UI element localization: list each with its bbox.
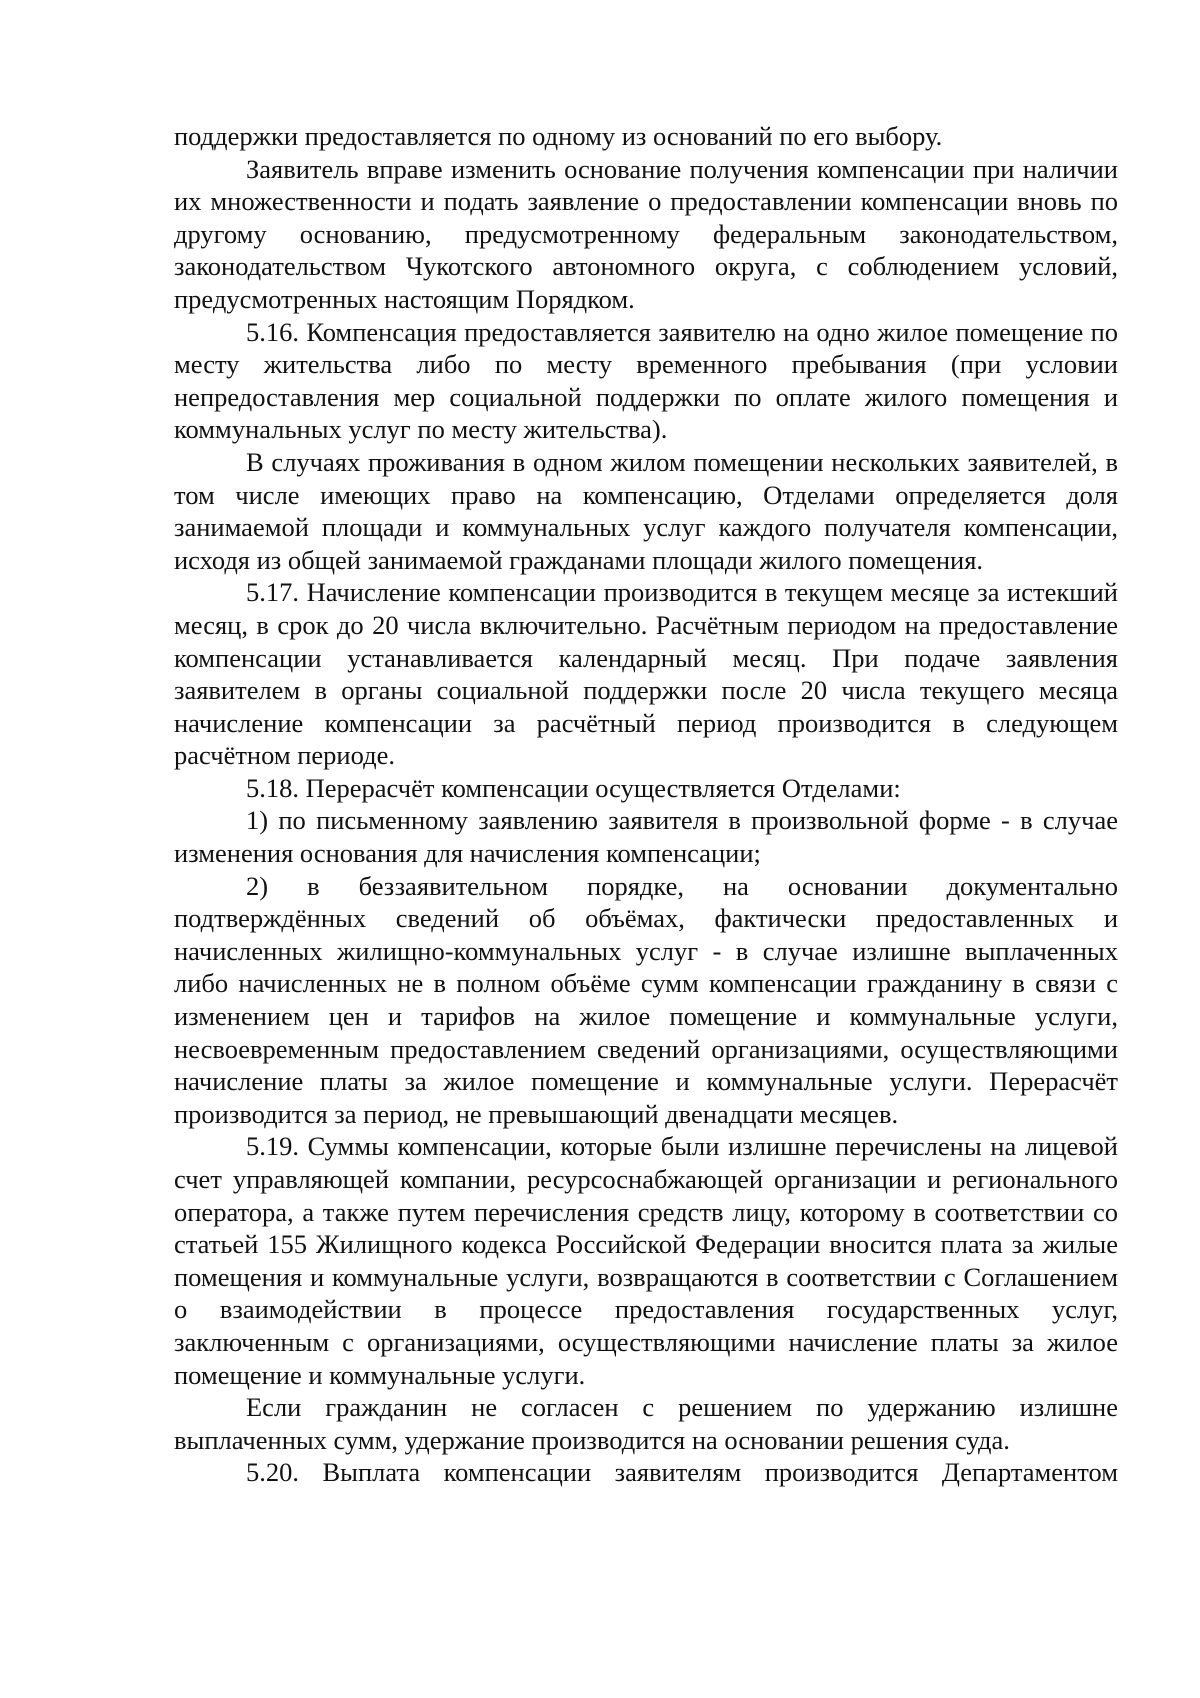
paragraph-court-decision: Если гражданин не согласен с решением по удержанию излишне выплаченных сумм, удержание производится на основании решения суда. <box>174 1392 1118 1455</box>
paragraph-5-20: 5.20. Выплата компенсации заявителям производится Департаментом <box>246 1457 1118 1488</box>
paragraph-applicant-basis-change: Заявитель вправе изменить основание получения компенсации при наличии их множественности и подать заявление о предоставлении компенсации вновь по другому основанию, предусмотренному федеральным законодательством, законодательством Чукотского автономного округа, с соблюдением условий, предусмотренных настоящим Порядком. <box>174 153 1118 314</box>
paragraph-5-18-item-2: 2) в беззаявительном порядке, на основании документально подтверждённых сведений об объёмах, фактически предоставленных и начисленных жилищно-коммунальных услуг - в случае излишне выплаченных либо начисленных не в полном объёме сумм компенсации гражданину в связи с изменением цен и тарифов на жилое помещение и коммунальные услуги, несвоевременным предоставлением сведений организациями, осуществляющими начисление платы за жилое помещение и коммунальные услуги. Перерасчёт производится за период, не превышающий двенадцати месяцев. <box>174 870 1118 1129</box>
paragraph-5-16: 5.16. Компенсация предоставляется заявителю на одно жилое помещение по месту жительства либо по месту временного пребывания (при условии непредоставления мер социальной поддержки по оплате жилого помещения и коммунальных услуг по месту жительства). <box>174 316 1118 445</box>
paragraph-5-18-item-1: 1) по письменному заявлению заявителя в произвольной форме - в случае изменения основания для начисления компенсации; <box>174 805 1118 869</box>
paragraph-5-17: 5.17. Начисление компенсации производится в текущем месяце за истекший месяц, в срок до 20 числа включительно. Расчётным периодом на предоставление компенсации устанавливается календарный месяц. При подаче заявления заявителем в органы социальной поддержки после 20 числа текущего месяца начисление компенсации за расчётный период производится в следующем расчётном периоде. <box>174 577 1118 771</box>
paragraph-5-18: 5.18. Перерасчёт компенсации осуществляется Отделами: <box>246 772 901 803</box>
paragraph-multiple-applicants: В случаях проживания в одном жилом помещении нескольких заявителей, в том числе имеющих право на компенсацию, Отделами определяется доля занимаемой площади и коммунальных услуг каждого получателя компенсации, исходя из общей занимаемой гражданами площади жилого помещения. <box>174 446 1118 575</box>
paragraph-continuation: поддержки предоставляется по одному из оснований по его выбору. <box>174 121 943 151</box>
document-body <box>174 120 1118 1489</box>
paragraph-5-19: 5.19. Суммы компенсации, которые были излишне перечислены на лицевой счет управляющей компании, ресурсоснабжающей организации и регионального оператора, а также путем перечисления средств лицу, которому в соответствии со статьей 155 Жилищного кодекса Российской Федерации вносится плата за жилые помещения и коммунальные услуги, возвращаются в соответствии с Соглашением о взаимодействии в процессе предоставления государственных услуг, заключенным с организациями, осуществляющими начисление платы за жилое помещение и коммунальные услуги. <box>174 1131 1118 1390</box>
